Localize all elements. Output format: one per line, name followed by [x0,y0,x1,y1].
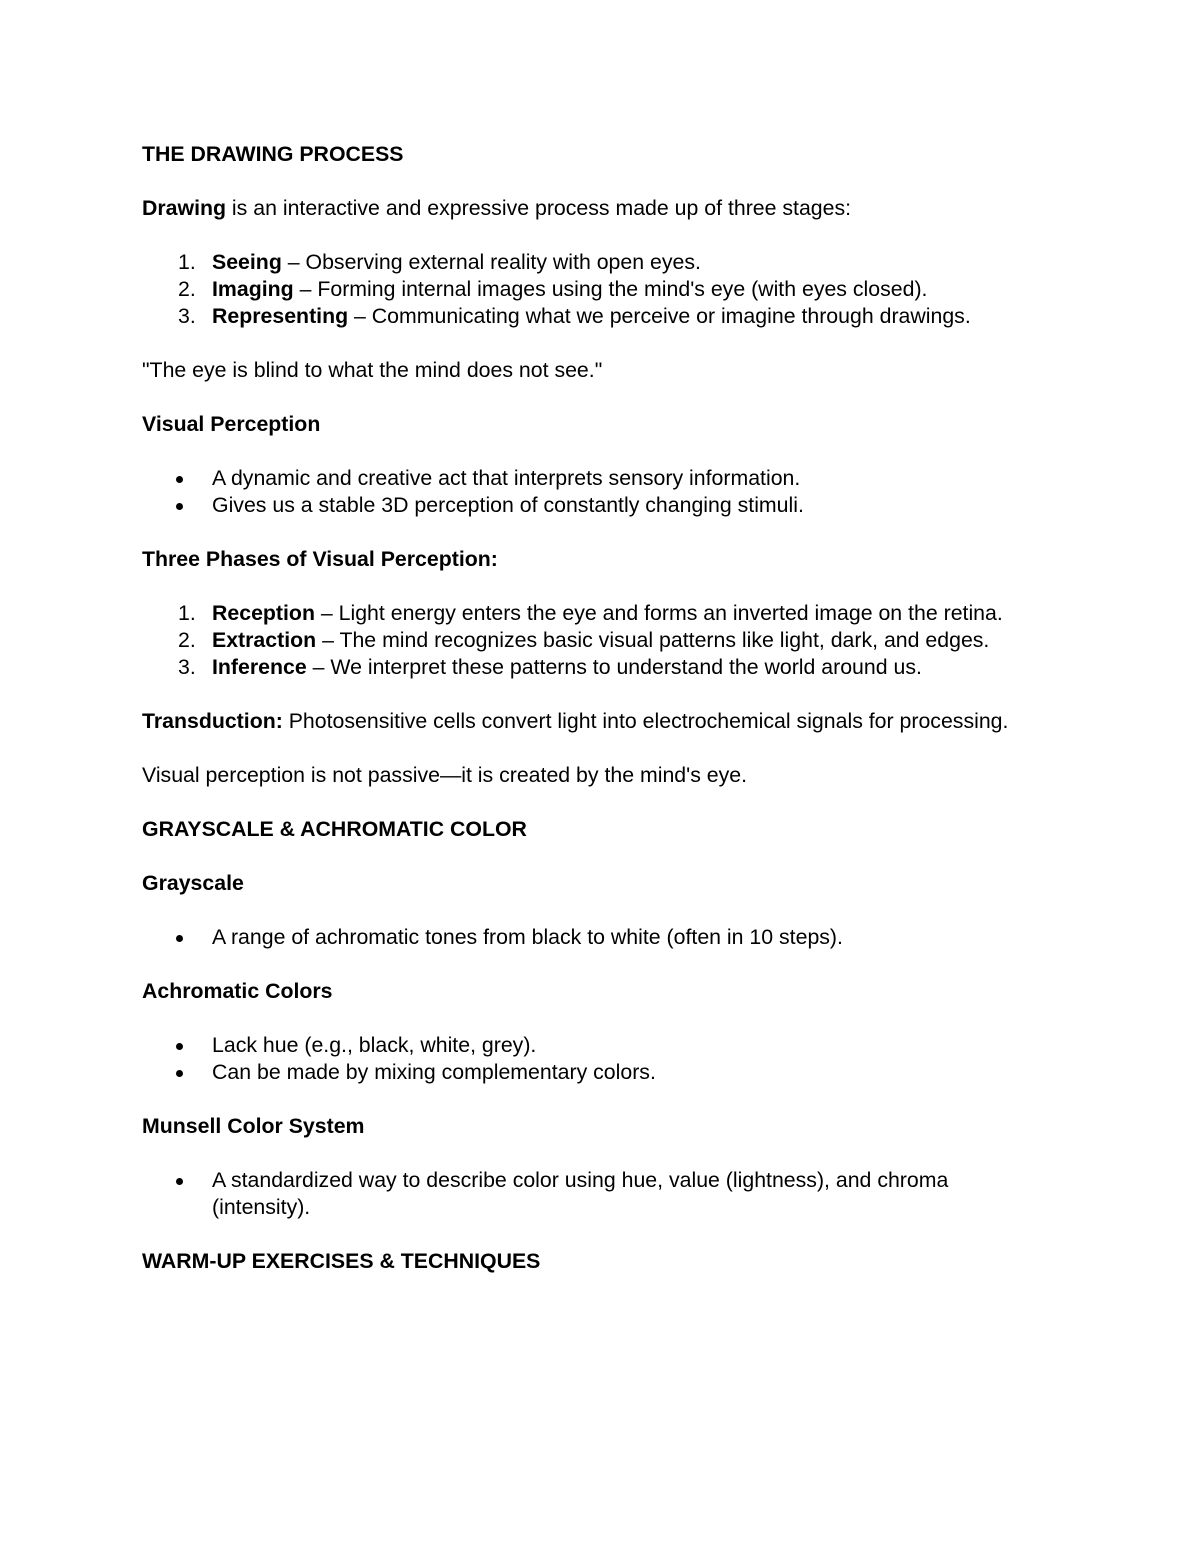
transduction-text: Photosensitive cells convert light into electrochemical signals for processing. [282,709,1009,733]
phase-term: Inference [212,655,307,679]
intro-term: Drawing [142,196,227,220]
phase-text: – Light energy enters the eye and forms an inverted image on the retina. [314,601,1003,625]
stage-term: Seeing [212,250,282,274]
stage-term: Imaging [212,277,294,301]
intro-text: is an interactive and expressive process made up of three stages: [226,196,852,220]
intro-paragraph [142,195,1042,222]
section-title-grayscale: GRAYSCALE & ACHROMATIC COLOR [142,817,527,841]
list-item [142,1059,1042,1086]
list-item [142,627,1042,654]
heading-achromatic: Achromatic Colors [142,979,333,1003]
stage-term: Representing [212,304,349,328]
munsell-list [142,1167,1042,1221]
list-item [142,654,1042,681]
bullet-text: Can be made by mixing complementary colors. [212,1060,656,1084]
heading-three-phases: Three Phases of Visual Perception: [142,547,498,571]
transduction-term: Transduction: [142,709,283,733]
list-item [142,1032,1042,1059]
transduction-paragraph [142,708,1042,735]
list-number: 3. [178,655,196,679]
not-passive-paragraph: Visual perception is not passive—it is created by the mind's eye. [142,763,748,787]
bullet-text: A range of achromatic tones from black to white (often in 10 steps). [212,925,843,949]
list-item [142,465,1042,492]
phase-text: – The mind recognizes basic visual patterns like light, dark, and edges. [316,628,990,652]
visual-perception-list [142,465,1042,519]
bullet-text: Gives us a stable 3D perception of constantly changing stimuli. [212,493,804,517]
achromatic-list [142,1032,1042,1086]
list-number: 2. [178,277,196,301]
list-number: 2. [178,628,196,652]
list-item [142,600,1042,627]
document-page [142,141,1042,1275]
stages-list [142,249,1042,330]
quote: "The eye is blind to what the mind does not see." [142,358,603,382]
bullet-text: A standardized way to describe color using hue, value (lightness), and chroma (intensity). [212,1168,949,1219]
bullet-text: Lack hue (e.g., black, white, grey). [212,1033,537,1057]
list-item [142,276,1042,303]
list-number: 1. [178,250,196,274]
list-item [142,924,1042,951]
heading-grayscale: Grayscale [142,871,244,895]
stage-text: – Communicating what we perceive or imagine through drawings. [348,304,971,328]
list-item [142,303,1042,330]
heading-visual-perception: Visual Perception [142,412,321,436]
section-title-drawing-process: THE DRAWING PROCESS [142,142,404,166]
section-title-warm-up: WARM-UP EXERCISES & TECHNIQUES [142,1249,541,1273]
grayscale-list [142,924,1042,951]
list-item [142,249,1042,276]
phase-term: Extraction [212,628,317,652]
phase-term: Reception [212,601,315,625]
bullet-text: A dynamic and creative act that interprets sensory information. [212,466,801,490]
heading-munsell: Munsell Color System [142,1114,365,1138]
list-number: 1. [178,601,196,625]
stage-text: – Observing external reality with open eyes. [281,250,701,274]
list-number: 3. [178,304,196,328]
list-item [142,1167,1042,1221]
phase-text: – We interpret these patterns to understand the world around us. [306,655,922,679]
phases-list [142,600,1042,681]
list-item [142,492,1042,519]
stage-text: – Forming internal images using the mind's eye (with eyes closed). [293,277,928,301]
